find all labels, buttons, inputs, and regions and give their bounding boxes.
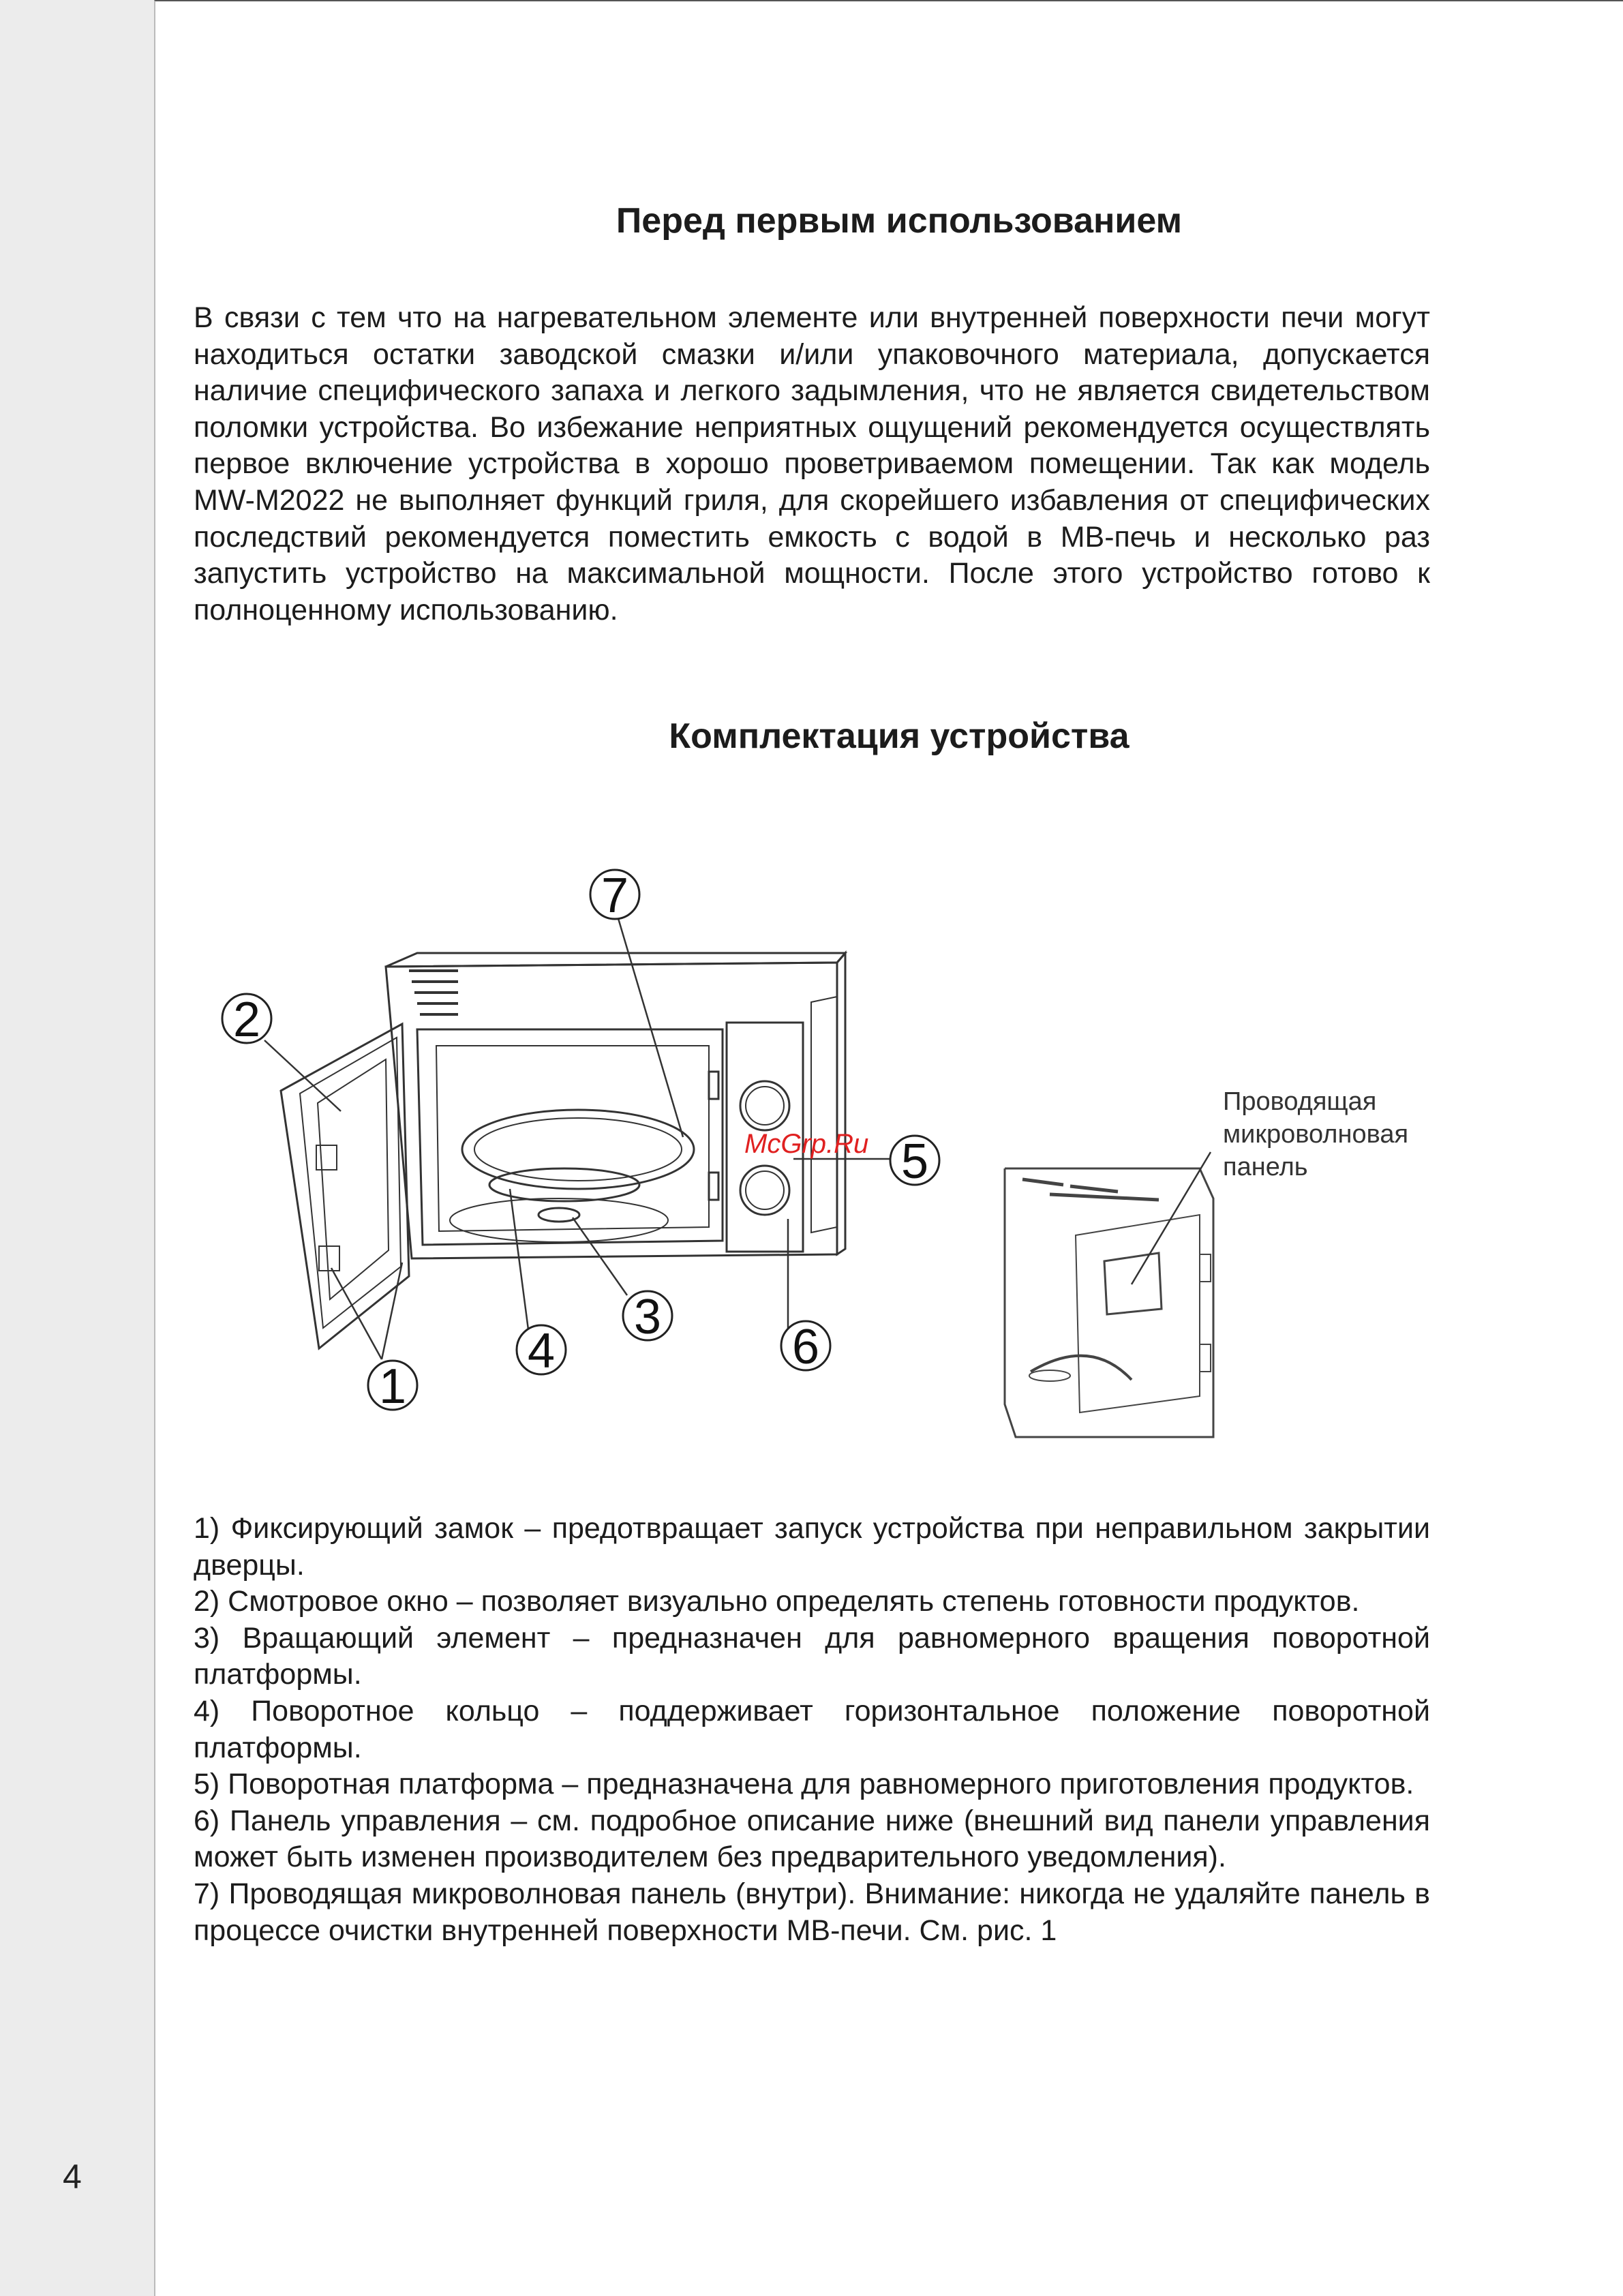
- waveguide-label: [1223, 1085, 1408, 1183]
- page-number: 4: [63, 2158, 82, 2196]
- callout-5: 5: [900, 1134, 929, 1189]
- callout-7: 7: [601, 868, 629, 923]
- roller-ring: [489, 1168, 639, 1201]
- waveguide-label-line-3: панель: [1223, 1153, 1308, 1181]
- waveguide-inset: [1005, 1168, 1213, 1437]
- callout-4: 4: [527, 1324, 556, 1378]
- callout-3: 3: [633, 1290, 662, 1344]
- callout-2: 2: [232, 993, 261, 1047]
- section-title-before-first-use: Перед первым использованием: [616, 201, 1183, 241]
- list-item: 6) Панель управления – см. подробное описание ниже (внешний вид панели управления может быть изменен производителем без предварительного уведомления).: [194, 1804, 1430, 1874]
- callout-6: 6: [791, 1320, 820, 1374]
- list-item: 1) Фиксирующий замок – предотвращает запуск устройства при неправильном закрытии дверцы.: [194, 1512, 1430, 1582]
- viewing-window: [318, 1059, 389, 1299]
- list-item: 3) Вращающий элемент – предназначен для равномерного вращения поворотной платформы.: [194, 1621, 1430, 1691]
- list-item: 4) Поворотное кольцо – поддерживает горизонтальное положение поворотной платформы.: [194, 1694, 1430, 1764]
- before-first-use-paragraph: В связи с тем что на нагревательном элементе или внутренней поверхности печи могут находиться остатки заводской смазки и/или упаковочного материала, допускается наличие специфического запаха и легкого задымления, что не является свидетельством поломки устройства. Во избежание неприятных ощущений рекомендуется осуществлять первое включение устройства в хорошо проветриваемом помещении. Так как модель MW-M2022 не выполняет функций гриля, для скорейшего избавления от специфических последствий рекомендуется поместить емкость с водой в МВ-печь и несколько раз запустить устройство на максимальной мощности. После этого устройство готово к полноценному использованию.: [194, 301, 1430, 626]
- callout-1: 1: [378, 1359, 407, 1414]
- waveguide-label-line-2: микроволновая: [1223, 1120, 1409, 1149]
- parts-list: [194, 1511, 1430, 1949]
- oven-cavity: [417, 1029, 723, 1245]
- oven-body-top: [386, 953, 845, 967]
- waveguide-label-line-1: Проводящая: [1223, 1087, 1377, 1116]
- watermark: McGrp.Ru: [744, 1129, 869, 1159]
- timer-knob: [740, 1166, 789, 1215]
- power-knob: [740, 1081, 789, 1130]
- list-item: 7) Проводящая микроволновая панель (внутри). Внимание: никогда не удаляйте панель в процессе очистки внутренней поверхности МВ-печи. См. рис. 1: [194, 1877, 1430, 1947]
- list-item: 5) Поворотная платформа – предназначена для равномерного приготовления продуктов.: [194, 1768, 1414, 1801]
- top-vent: [409, 971, 458, 1014]
- list-item: 2) Смотровое окно – позволяет визуально определять степень готовности продуктов.: [194, 1585, 1360, 1618]
- section-title-package-contents: Комплектация устройства: [669, 716, 1129, 756]
